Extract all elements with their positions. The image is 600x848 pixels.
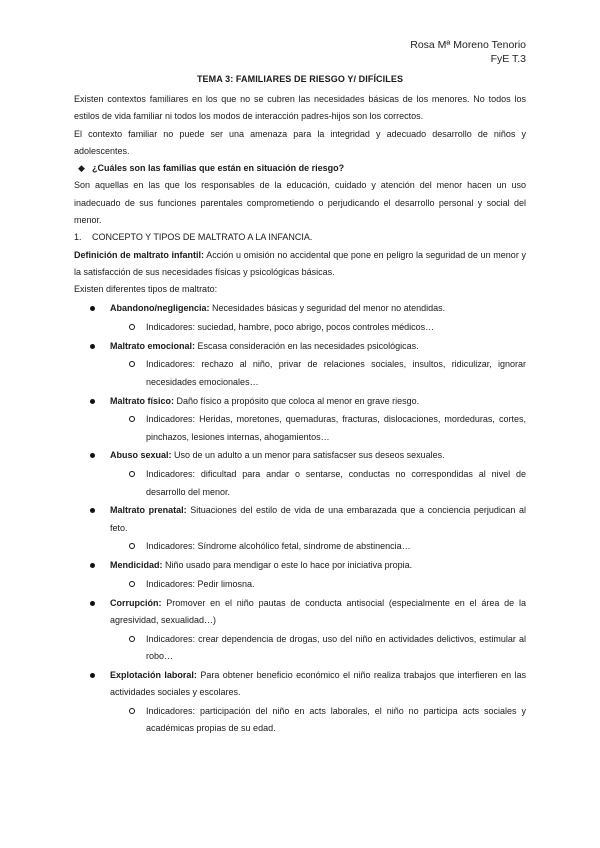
question-heading (74, 160, 526, 177)
question-text: ¿Cuáles son las familias que están en situación de riesgo? (92, 163, 345, 174)
indicator-item (110, 538, 526, 555)
intro-paragraph-2: El contexto familiar no puede ser una amenaza para la integridad y adecuado desarrollo de niños y adolescentes. (74, 128, 526, 156)
indicator-item (110, 319, 526, 336)
type-text: Daño físico a propósito que coloca al menor en grave riesgo. (174, 395, 420, 406)
type-label: Maltrato prenatal: (110, 505, 187, 516)
indicator-text: Indicadores: Síndrome alcohólico fetal, síndrome de abstinencia… (146, 541, 411, 552)
type-label: Mendicidad: (110, 560, 163, 571)
type-text: Niño usado para mendigar o este lo hace por iniciativa propia. (162, 560, 413, 571)
definition-label: Definición de maltrato infantil: (74, 249, 205, 260)
section-title: CONCEPTO Y TIPOS DE MALTRATO A LA INFANCIA. (92, 232, 313, 243)
indicator-item (110, 466, 526, 501)
type-label: Maltrato físico: (110, 395, 175, 406)
type-label: Explotación laboral: (110, 670, 197, 680)
indicator-item (110, 576, 526, 593)
circle-bullet-icon (129, 361, 135, 367)
list-item (74, 667, 526, 738)
list-item (74, 393, 526, 446)
indicator-text: Indicadores: Pedir limosna. (146, 579, 255, 590)
circle-bullet-icon (129, 636, 135, 642)
section-heading (74, 229, 526, 246)
bullet-icon (90, 344, 95, 349)
intro-paragraph-1: Existen contextos familiares en los que no se cubren las necesidades básicas de los menores. No todos los estilos de vida familiar ni todos los modos de interacción padres-hijos son los correctos. (74, 94, 526, 122)
page-header (410, 38, 526, 66)
definition-text: Acción u omisión no accidental que pone en peligro la seguridad de un menor y la satisfacción de sus necesidades físicas y psicológicas básicas. (74, 249, 526, 277)
type-label: Maltrato emocional: (110, 340, 196, 351)
question-answer: Son aquellas en las que los responsables de la educación, cuidado y atención del menor hacen un uso inadecuado de sus funciones parentales comprometiendo o perjudicando el desarrollo personal y social del menor. (74, 180, 526, 226)
indicator-item (110, 631, 526, 666)
definition-paragraph (74, 247, 526, 282)
types-intro: Existen diferentes tipos de maltrato: (74, 284, 218, 295)
indicator-text: Indicadores: suciedad, hambre, poco abrigo, pocos controles médicos… (146, 321, 435, 332)
type-text: Uso de un adulto a un menor para satisfacser sus deseos sexuales. (171, 450, 445, 461)
type-text: Necesidades básicas y seguridad del menor no atendidas. (209, 303, 446, 314)
circle-bullet-icon (129, 416, 135, 422)
section-number: 1. (74, 232, 82, 243)
circle-bullet-icon (129, 471, 135, 477)
circle-bullet-icon (129, 708, 135, 714)
document-title: TEMA 3: FAMILIARES DE RIESGO Y/ DIFÍCILES (196, 74, 404, 84)
indicator-text: Indicadores: crear dependencia de drogas, uso del niño en actividades delictivos, estimular al robo… (146, 633, 526, 662)
bullet-icon (90, 508, 95, 513)
bullet-icon (90, 673, 95, 678)
author-name: Rosa Mª Moreno Tenorio (410, 39, 526, 51)
list-item (74, 338, 526, 391)
bullet-icon (90, 306, 95, 311)
indicator-text: Indicadores: Heridas, moretones, quemaduras, fracturas, dislocaciones, mordeduras, cortes, pinchazos, lesiones internas, ahogamientos… (146, 414, 526, 442)
list-item (74, 502, 526, 555)
bullet-icon (90, 563, 95, 568)
type-text: Situaciones del estilo de vida de una embarazada que a conciencia perjudican al feto. (110, 505, 526, 533)
bullet-icon (90, 453, 95, 458)
indicator-text: Indicadores: participación del niño en acts laborales, el niño no participa acts sociales y académicas propias de su edad. (146, 706, 526, 734)
list-item (74, 447, 526, 500)
course-code: FyE T.3 (490, 53, 526, 65)
circle-bullet-icon (129, 543, 135, 549)
type-label: Corrupción: (110, 597, 162, 608)
document-body (74, 91, 526, 738)
list-item (74, 595, 526, 666)
list-item (74, 300, 526, 336)
type-text: Promover en el niño pautas de conducta antisocial (especialmente en el área de la agresividad, sexualidad…) (110, 597, 526, 626)
maltrato-types-list (74, 300, 526, 738)
type-label: Abuso sexual: (110, 450, 172, 461)
type-label: Abandono/negligencia: (110, 303, 210, 314)
list-item (74, 557, 526, 593)
indicator-item (110, 356, 526, 391)
bullet-icon (90, 399, 95, 404)
diamond-bullet-icon: ◆ (78, 163, 85, 174)
circle-bullet-icon (129, 324, 135, 330)
indicator-item (110, 411, 526, 446)
circle-bullet-icon (129, 581, 135, 587)
indicator-item (110, 703, 526, 738)
type-text: Escasa consideración en las necesidades psicológicas. (195, 340, 419, 351)
bullet-icon (90, 601, 95, 606)
indicator-text: Indicadores: rechazo al niño, privar de relaciones sociales, insultos, ridiculizar, ignorar necesidades emocionales… (146, 359, 526, 387)
type-text: Para obtener beneficio económico el niño realiza trabajos que interfieren en las actividades sociales y escolares. (110, 670, 526, 698)
indicator-text: Indicadores: dificultad para andar o sentarse, conductas no correspondidas al nivel de desarrollo del menor. (146, 469, 526, 497)
